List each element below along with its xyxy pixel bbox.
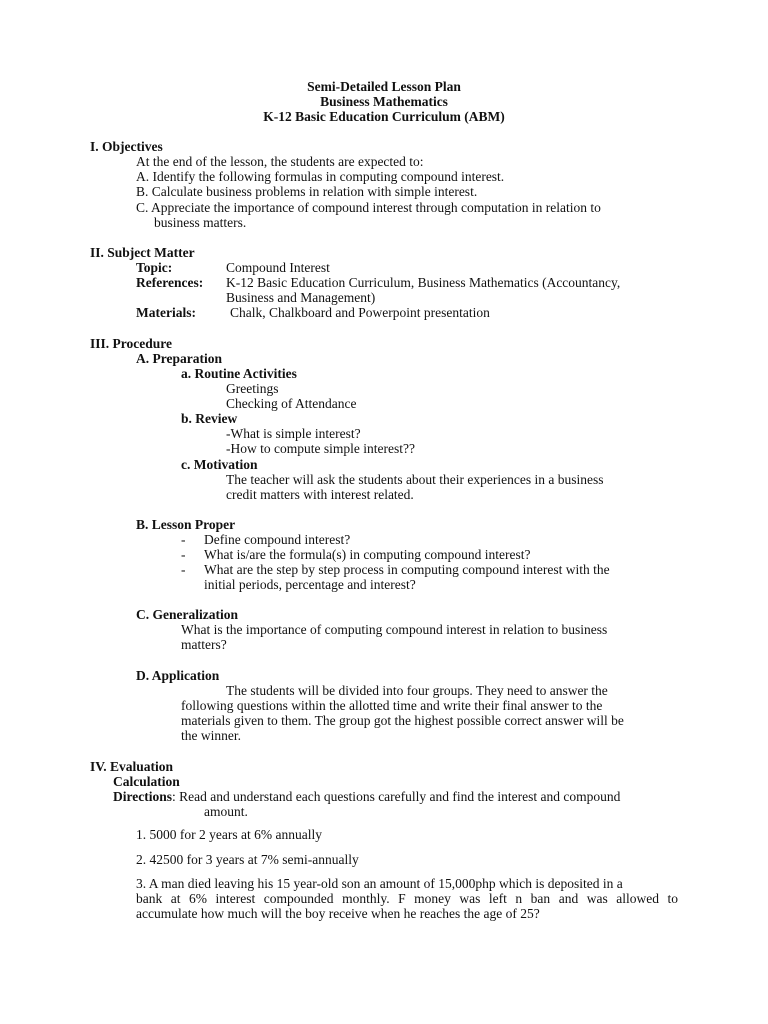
evaluation-heading: IV. Evaluation <box>90 759 174 774</box>
lesson-proper-item-cont: initial periods, percentage and interest? <box>204 577 416 592</box>
topic-label: Topic: <box>136 260 173 275</box>
objectives-intro: At the end of the lesson, the students are expected to: <box>136 154 424 169</box>
routine-item: Greetings <box>226 381 279 396</box>
generalization-text: What is the importance of computing compound interest in relation to business <box>181 622 608 637</box>
calculation-heading: Calculation <box>113 774 180 789</box>
evaluation-question-3-cont: accumulate how much will the boy receive when he reaches the age of 25? <box>136 906 540 921</box>
lesson-proper-item: What are the step by step process in computing compound interest with the <box>204 562 610 577</box>
materials-value: Chalk, Chalkboard and Powerpoint presentation <box>230 305 490 320</box>
document-curriculum: K-12 Basic Education Curriculum (ABM) <box>263 109 505 124</box>
preparation-heading: A. Preparation <box>136 351 222 366</box>
bullet-dash: - <box>181 547 186 562</box>
materials-label: Materials: <box>136 305 196 320</box>
evaluation-question-3-cont: bank at 6% interest compounded monthly. F money was left n ban and was allowed to <box>136 891 678 906</box>
references-value-cont: Business and Management) <box>226 290 376 305</box>
review-heading: b. Review <box>181 411 238 426</box>
generalization-heading: C. Generalization <box>136 607 238 622</box>
references-value: K-12 Basic Education Curriculum, Business Mathematics (Accountancy, <box>226 275 621 290</box>
review-item: -How to compute simple interest?? <box>226 441 415 456</box>
generalization-text-cont: matters? <box>181 637 227 652</box>
bullet-dash: - <box>181 562 186 577</box>
directions-line <box>113 789 620 804</box>
document-subject: Business Mathematics <box>320 94 448 109</box>
references-label: References: <box>136 275 204 290</box>
directions-text: : Read and understand each questions carefully and find the interest and compound <box>172 789 621 804</box>
objectives-heading: I. Objectives <box>90 139 163 154</box>
directions-label: Directions <box>113 789 172 804</box>
directions-text-cont: amount. <box>204 804 248 819</box>
evaluation-question-2: 2. 42500 for 3 years at 7% semi-annually <box>136 852 359 867</box>
topic-value: Compound Interest <box>226 260 330 275</box>
motivation-heading: c. Motivation <box>181 457 258 472</box>
evaluation-question-3: 3. A man died leaving his 15 year-old son an amount of 15,000php which is deposited in a <box>136 876 623 891</box>
application-text: The students will be divided into four groups. They need to answer the <box>226 683 608 698</box>
document-title: Semi-Detailed Lesson Plan <box>307 79 461 94</box>
objective-c-cont: business matters. <box>154 215 247 230</box>
application-text: following questions within the allotted time and write their final answer to the <box>181 698 603 713</box>
motivation-text-cont: credit matters with interest related. <box>226 487 414 502</box>
lesson-proper-item: Define compound interest? <box>204 532 351 547</box>
motivation-text: The teacher will ask the students about their experiences in a business <box>226 472 604 487</box>
application-text: materials given to them. The group got the highest possible correct answer will be <box>181 713 624 728</box>
application-heading: D. Application <box>136 668 220 683</box>
bullet-dash: - <box>181 532 186 547</box>
objective-a: A. Identify the following formulas in computing compound interest. <box>136 169 505 184</box>
objective-b: B. Calculate business problems in relation with simple interest. <box>136 184 478 199</box>
objective-c: C. Appreciate the importance of compound interest through computation in relation to <box>136 200 601 215</box>
lesson-proper-item: What is/are the formula(s) in computing compound interest? <box>204 547 531 562</box>
procedure-heading: III. Procedure <box>90 336 172 351</box>
evaluation-question-1: 1. 5000 for 2 years at 6% annually <box>136 827 322 842</box>
routine-activities-heading: a. Routine Activities <box>181 366 297 381</box>
routine-item: Checking of Attendance <box>226 396 357 411</box>
application-text: the winner. <box>181 728 241 743</box>
review-item: -What is simple interest? <box>226 426 361 441</box>
lesson-proper-heading: B. Lesson Proper <box>136 517 236 532</box>
subject-matter-heading: II. Subject Matter <box>90 245 195 260</box>
